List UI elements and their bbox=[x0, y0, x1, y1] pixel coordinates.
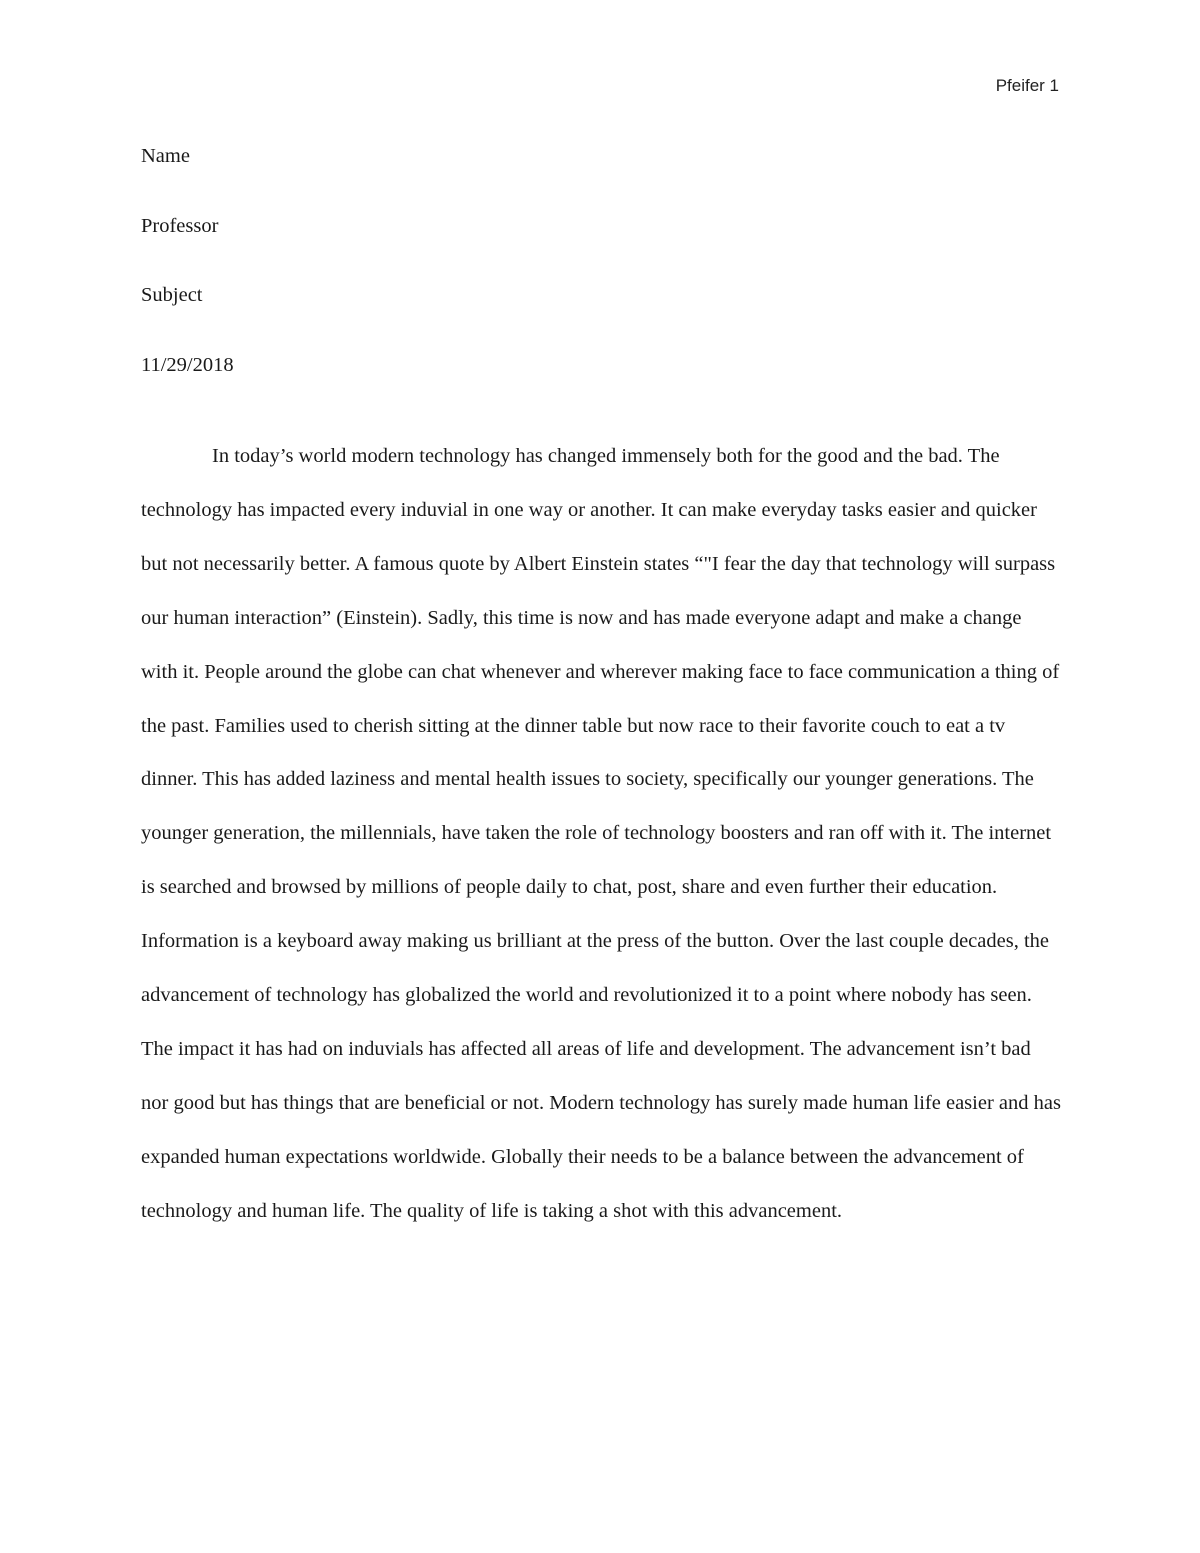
student-name: Name bbox=[141, 145, 190, 167]
essay-paragraph: In today’s world modern technology has changed immensely both for the good and the bad. The technology has impacted every induvial in one way or another. It can make everyday tasks easier and quicker but not necessarily better. A famous quote by Albert Einstein states “"I fear the day that technology will surpass our human interaction” (Einstein). Sadly, this time is now and has made everyone adapt and make a change with it. People around the globe can chat whenever and wherever making face to face communication a thing of the past. Families used to cherish sitting at the dinner table but now race to their favorite couch to eat a tv dinner. This has added laziness and mental health issues to society, specifically our younger generations. The younger generation, the millennials, have taken the role of technology boosters and ran off with it. The internet is searched and browsed by millions of people daily to chat, post, share and even further their education. Information is a keyboard away making us brilliant at the press of the button. Over the last couple decades, the advancement of technology has globalized the world and revolutionized it to a point where nobody has seen. The impact it has had on induvials has affected all areas of life and development. The advancement isn’t bad nor good but has things that are beneficial or not. Modern technology has surely made human life easier and has expanded human expectations worldwide. Globally their needs to be a balance between the advancement of technology and human life. The quality of life is taking a shot with this advancement. bbox=[141, 445, 1061, 1222]
course-subject: Subject bbox=[141, 284, 203, 306]
professor-name: Professor bbox=[141, 214, 219, 237]
document-date: 11/29/2018 bbox=[141, 353, 234, 376]
running-head: Pfeifer 1 bbox=[995, 76, 1059, 95]
document-body bbox=[141, 137, 1061, 1239]
